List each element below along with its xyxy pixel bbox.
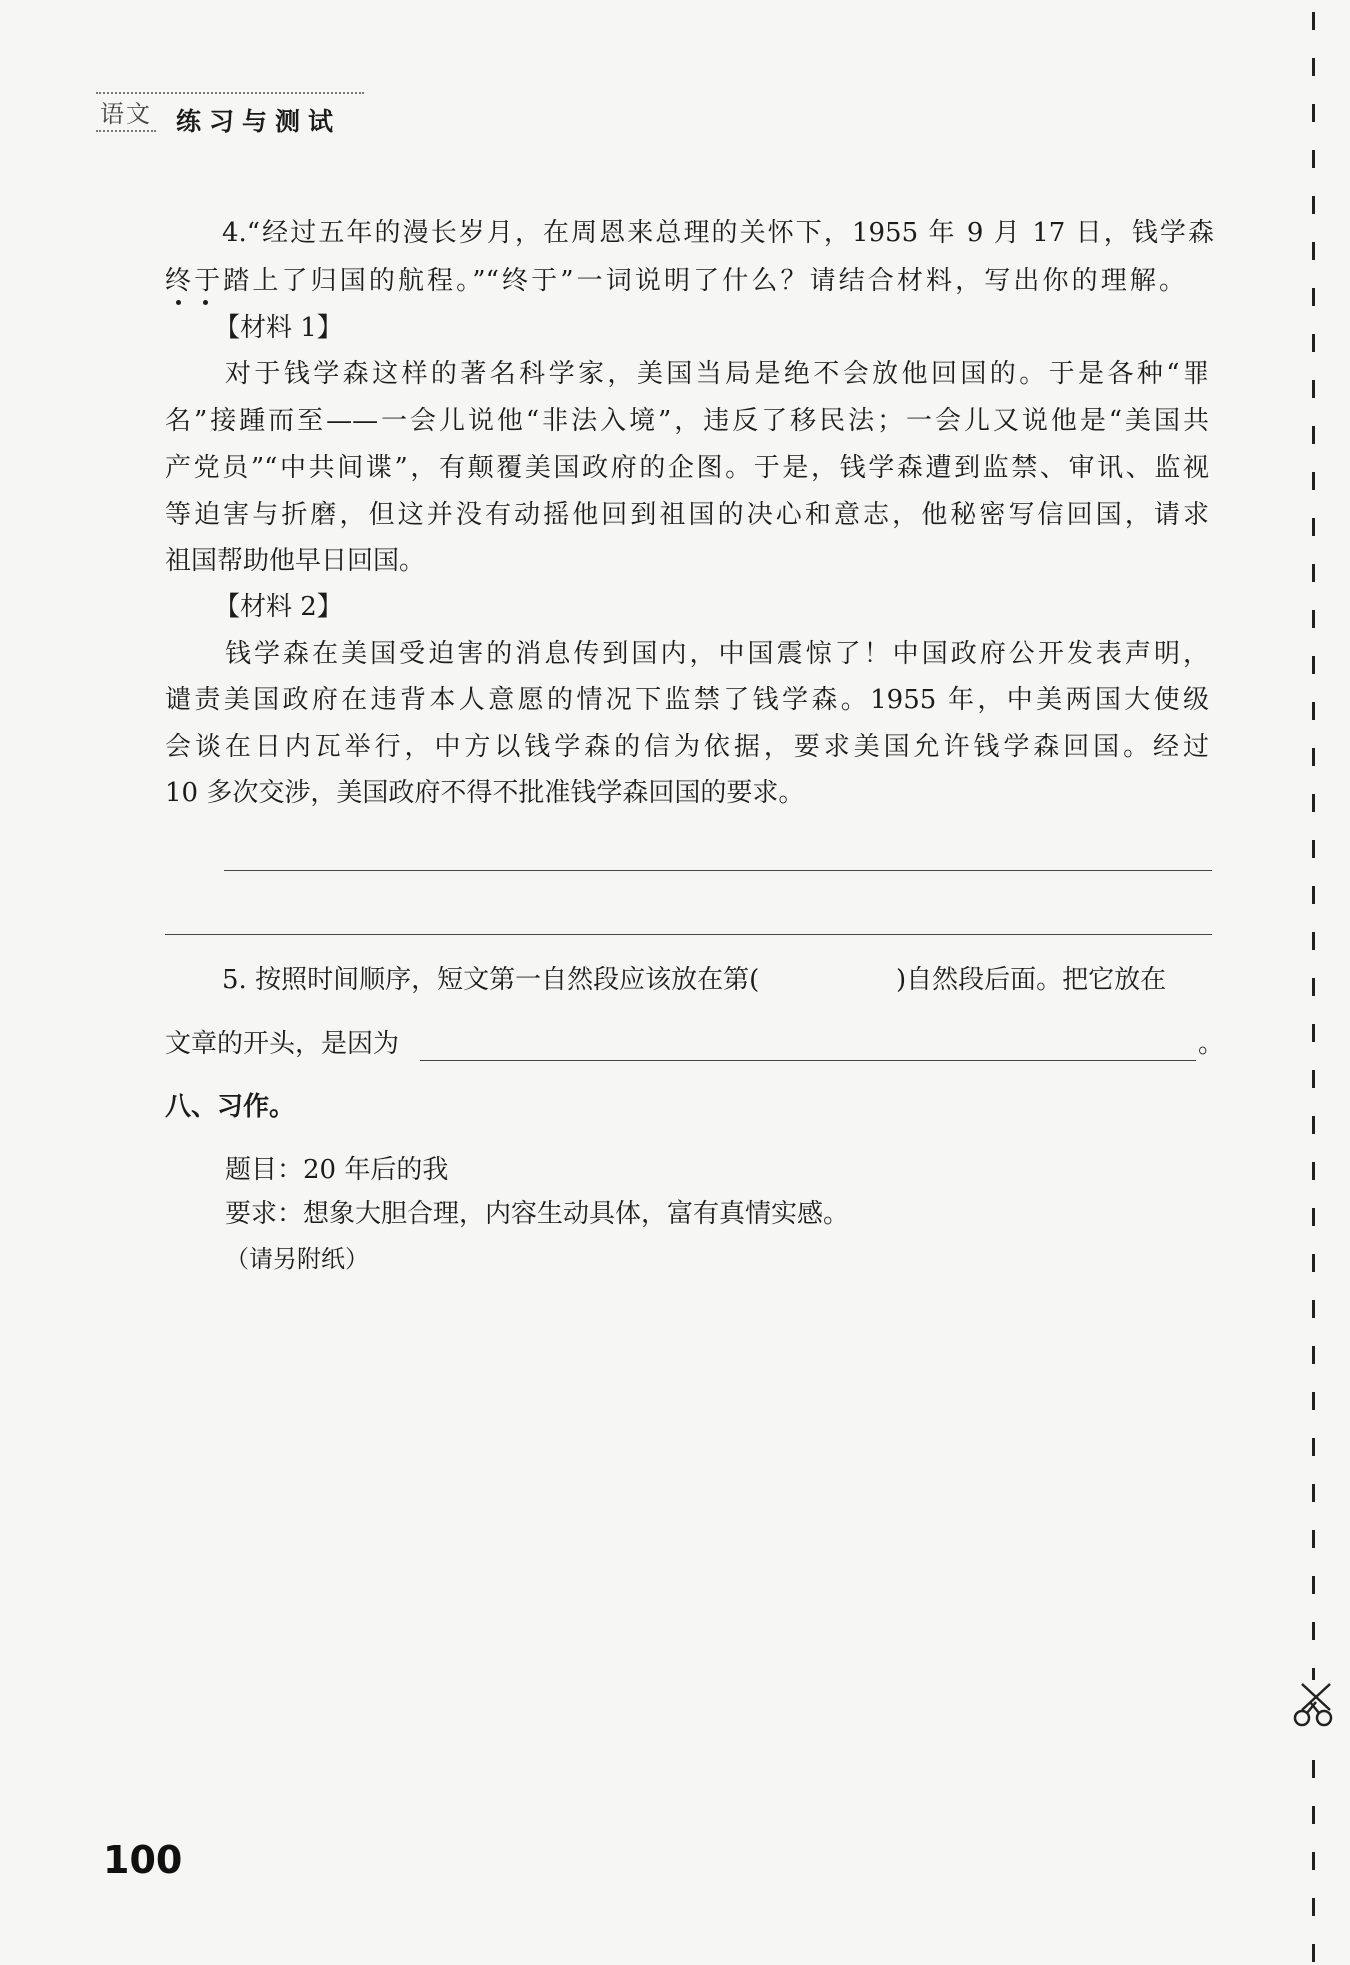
composition-requirement: 要求：想象大胆合理，内容生动具体，富有真情实感。 xyxy=(225,1199,850,1229)
material1-line: 名”接踵而至——一会儿说他“非法入境”，违反了移民法；一会儿又说他是“美国共 xyxy=(165,406,1209,436)
page-number: 100 xyxy=(103,1838,183,1882)
answer-line[interactable] xyxy=(165,934,1212,935)
page-header xyxy=(96,92,364,136)
emphasis-dot xyxy=(203,300,208,305)
section-heading: 八、习作。 xyxy=(165,1092,296,1122)
q5-line-2-prefix: 文章的开头，是因为 xyxy=(165,1029,400,1059)
scissors-icon xyxy=(1288,1680,1338,1740)
material1-line: 对于钱学森这样的著名科学家，美国当局是绝不会放他回国的。于是各种“罪 xyxy=(225,359,1209,389)
emphasis-dot xyxy=(176,300,181,305)
subject-label: 语文 xyxy=(100,100,152,128)
material1-title: 【材料 1】 xyxy=(214,313,343,343)
material2-title: 【材料 2】 xyxy=(214,592,343,622)
dashed-cut-line xyxy=(1312,12,1315,1962)
composition-topic: 题目：20 年后的我 xyxy=(225,1155,449,1185)
q4-line-2: 终于踏上了归国的航程。”“终于”一词说明了什么？请结合材料，写出你的理解。 xyxy=(165,266,1185,296)
book-title: 练习与测试 xyxy=(176,107,342,136)
material2-line: 10 多次交涉，美国政府不得不批准钱学森回国的要求。 xyxy=(165,778,805,808)
q5-line-1-part1: 5. 按照时间顺序，短文第一自然段应该放在第( xyxy=(222,965,760,995)
material1-line: 等迫害与折磨，但这并没有动摇他回到祖国的决心和意志，他秘密写信回国，请求 xyxy=(165,500,1209,530)
q4-line-1: 4.“经过五年的漫长岁月，在周恩来总理的关怀下，1955 年 9 月 17 日，钱学森 xyxy=(222,218,1214,248)
q5-line-1-part2: )自然段后面。把它放在 xyxy=(896,965,1167,995)
q5-answer-blank[interactable] xyxy=(420,1060,1196,1061)
material1-line: 产党员”“中共间谍”，有颠覆美国政府的企图。于是，钱学森遭到监禁、审讯、监视 xyxy=(165,453,1209,483)
header-dotted-rule-lower xyxy=(96,130,156,132)
composition-note: （请另附纸） xyxy=(225,1245,369,1273)
material1-line: 祖国帮助他早日回国。 xyxy=(165,546,426,576)
material2-line: 钱学森在美国受迫害的消息传到国内，中国震惊了！中国政府公开发表声明， xyxy=(225,639,1209,669)
answer-line[interactable] xyxy=(224,870,1212,871)
q5-line-2-suffix: 。 xyxy=(1198,1029,1225,1059)
material2-line: 会谈在日内瓦举行，中方以钱学森的信为依据，要求美国允许钱学森回国。经过 xyxy=(165,732,1209,762)
material2-line: 谴责美国政府在违背本人意愿的情况下监禁了钱学森。1955 年，中美两国大使级 xyxy=(165,685,1209,715)
